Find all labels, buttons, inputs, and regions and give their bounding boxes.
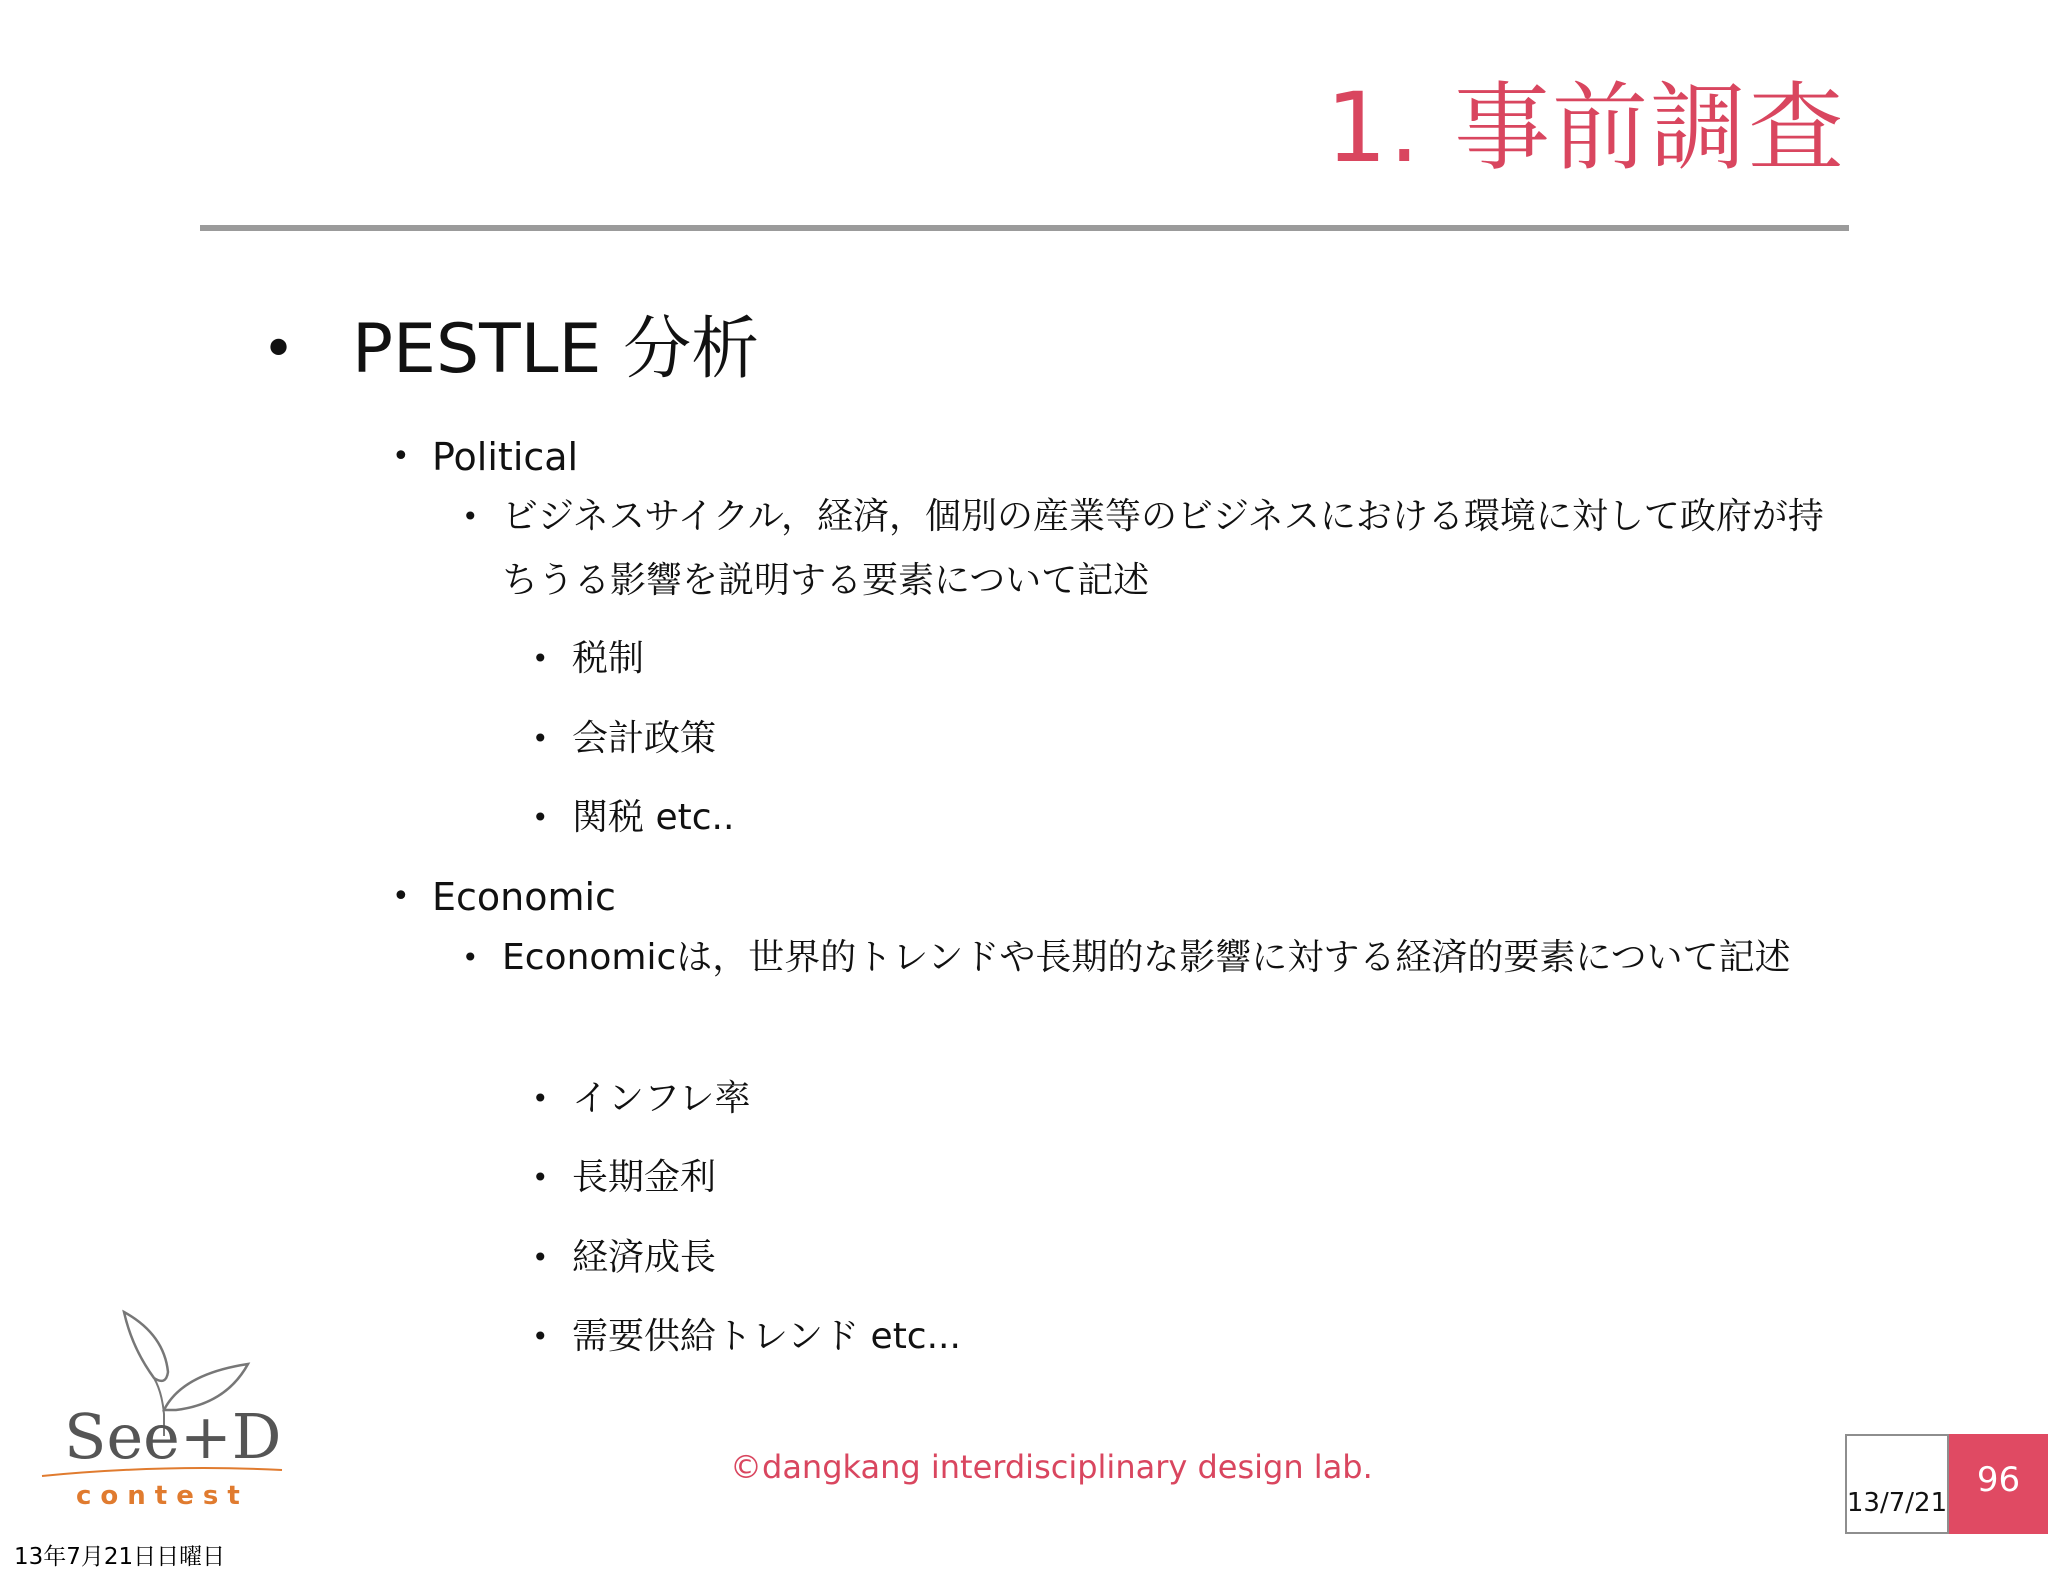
page-number-badge: 96 xyxy=(1949,1434,2048,1534)
list-item-text: 関税 etc.. xyxy=(572,797,735,838)
slide-date: 13/7/21 xyxy=(1845,1434,1949,1534)
section-heading-text: Political xyxy=(432,435,579,479)
list-item xyxy=(532,1310,961,1364)
section-description-text: Economicは，世界的トレンドや長期的な影響に対する経済的要素について記述 xyxy=(502,937,1791,978)
list-item-text: 長期金利 xyxy=(572,1157,717,1198)
list-item xyxy=(532,791,734,845)
list-item-text: インフレ率 xyxy=(572,1078,751,1119)
footer-credit: ©dangkang interdisciplinary design lab. xyxy=(730,1448,1373,1486)
bullet-dot: • xyxy=(532,722,549,755)
list-item xyxy=(532,1151,716,1205)
bullet-dot: • xyxy=(532,1082,549,1115)
section-heading-economic xyxy=(392,870,616,924)
section-description-political xyxy=(462,485,1852,613)
bullet-dot: • xyxy=(532,801,549,834)
list-item xyxy=(532,1231,716,1285)
bullet-dot: • xyxy=(532,1161,549,1194)
seed-contest-logo xyxy=(36,1306,296,1516)
slide-title: 1. 事前調査 xyxy=(1325,72,1846,184)
bullet-dot: • xyxy=(462,500,479,533)
bullet-dot: • xyxy=(392,879,410,914)
section-heading-political xyxy=(392,430,578,484)
logo-subtitle: contest xyxy=(76,1481,249,1511)
section-description-text: ビジネスサイクル，経済，個別の産業等のビジネスにおける環境に対して政府が持ちうる影響を説明する要素について記述 xyxy=(502,496,1824,601)
bullet-dot: • xyxy=(262,317,296,382)
logo-word: See+D xyxy=(64,1400,282,1473)
section-description-economic xyxy=(462,926,1852,990)
os-date-stamp: 13年7月21日日曜日 xyxy=(14,1544,226,1570)
bullet-dot: • xyxy=(532,642,549,675)
main-bullet-text: PESTLE 分析 xyxy=(352,310,760,389)
bullet-dot: • xyxy=(532,1241,549,1274)
bullet-dot: • xyxy=(392,439,410,474)
bullet-dot: • xyxy=(532,1320,549,1353)
list-item-text: 税制 xyxy=(572,638,645,679)
bullet-dot: • xyxy=(462,941,479,974)
section-heading-text: Economic xyxy=(432,875,616,919)
list-item-text: 経済成長 xyxy=(572,1237,717,1278)
list-item xyxy=(532,1072,751,1126)
list-item-text: 需要供給トレンド etc... xyxy=(572,1316,961,1357)
list-item xyxy=(532,712,716,766)
list-item xyxy=(532,632,644,686)
main-bullet xyxy=(262,305,759,395)
sprout-icon xyxy=(36,1306,296,1516)
list-item-text: 会計政策 xyxy=(572,718,717,759)
